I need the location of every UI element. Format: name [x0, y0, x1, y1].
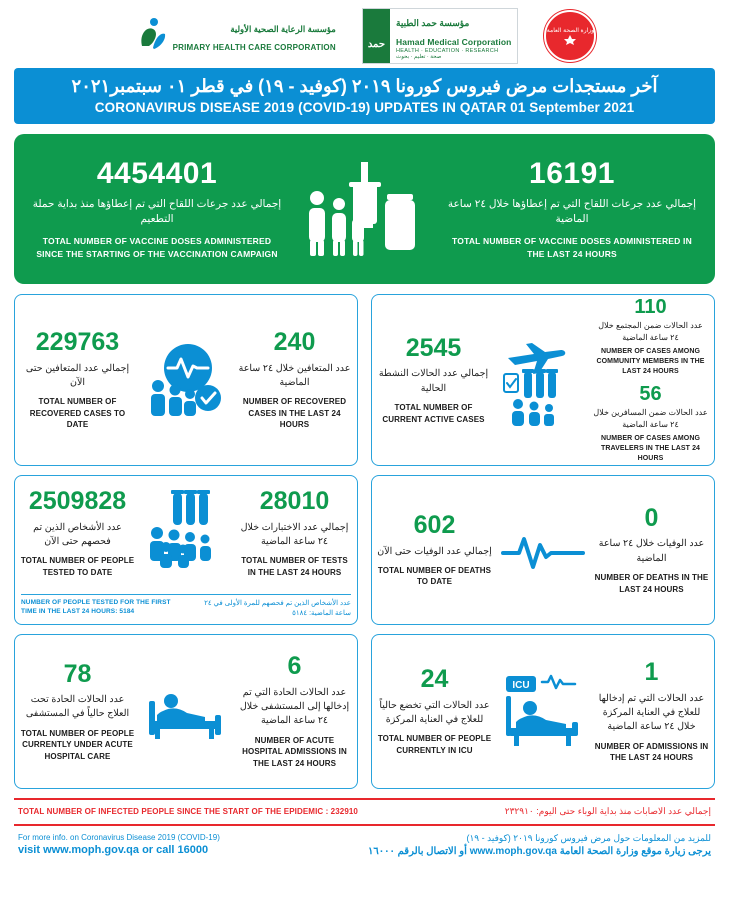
icu-24h-value: 1 — [644, 658, 659, 687]
deaths-24h-en: NUMBER OF DEATHS IN THE LAST 24 HOURS — [594, 572, 709, 594]
hmc-badge — [363, 9, 390, 64]
hmc-tagline-en: HEALTH · EDUCATION · RESEARCH — [396, 48, 499, 55]
active-total-en: TOTAL NUMBER OF CURRENT ACTIVE CASES — [382, 402, 485, 424]
recovered-total-en: TOTAL NUMBER OF RECOVERED CASES TO DATE — [29, 397, 126, 430]
hmc-tagline-ar: صحة · تعليم · بحوث — [396, 54, 442, 61]
recovered-24h-value: 240 — [273, 328, 316, 357]
recovered-icon — [140, 340, 232, 420]
deaths-total-block — [372, 506, 497, 594]
tested-total-value: 2509828 — [28, 487, 127, 515]
community-24h-en: NUMBER OF CASES AMONG COMMUNITY MEMBERS IN THE LAST 24 HOURS — [596, 347, 705, 375]
icu-current-ar: عدد الحالات التي تخضع حالياً للعلاج في العناية المركزة — [379, 699, 490, 726]
deaths-24h-value: 0 — [644, 503, 659, 532]
first-time-tested-en: NUMBER OF PEOPLE TESTED FOR THE FIRST TIME IN THE LAST 24 HOURS: 5184 — [21, 599, 171, 616]
hmc-logo-text — [390, 9, 517, 64]
acute-24h-value: 6 — [287, 652, 302, 681]
community-24h-ar: عدد الحالات ضمن المجتمع خلال ٢٤ ساعة الماضية — [598, 320, 703, 342]
card-icu — [371, 634, 715, 789]
vaccine-24h-ar: إجمالي عدد جرعات اللقاح التي تم إعطاؤها خلال ٢٤ ساعة الماضية — [447, 198, 697, 226]
title-english: CORONAVIRUS DISEASE 2019 (COVID-19) UPDATES IN QATAR 01 September 2021 — [94, 100, 635, 115]
acute-current-ar: عدد الحالات الحادة تحت العلاج حالياً في المستشفى — [25, 694, 130, 720]
first-time-tested-ar: عدد الأشخاص الذين تم فحصهم للمرة الأولى في ٢٤ ساعة الماضية: ٥١٨٤ — [204, 600, 351, 618]
moph-emblem-icon — [561, 34, 579, 46]
vaccine-24h-block — [447, 157, 697, 261]
icu-bed-icon — [497, 672, 589, 752]
icu-24h-en: NUMBER OF ADMISSIONS IN THE LAST 24 HOURS — [594, 741, 709, 763]
community-24h-block — [593, 293, 708, 380]
contact-ar-line2[interactable]: يرجى زيارة موقع وزارة الصحة العامة www.moph.gov.qa أو الاتصال بالرقم ١٦٠٠٠ — [368, 845, 711, 857]
acute-current-block — [15, 655, 140, 769]
travelers-24h-value: 56 — [639, 383, 662, 405]
travelers-24h-ar: عدد الحالات ضمن المسافرين خلال ٢٤ ساعة الماضية — [593, 408, 708, 429]
icu-24h-ar: عدد الحالات التي تم إدخالها للعلاج في العناية المركزة خلال ٢٤ ساعة الماضية — [598, 692, 705, 733]
travelers-24h-block — [593, 380, 708, 467]
active-total-ar: إجمالي عدد الحالات النشطة الحالية — [378, 368, 489, 394]
deaths-24h-ar: عدد الوفيات خلال ٢٤ ساعة الماضية — [598, 538, 705, 564]
phcc-icon — [133, 16, 167, 57]
card-testing — [14, 475, 358, 625]
acute-current-en: TOTAL NUMBER OF PEOPLE CURRENTLY UNDER ACUTE HOSPITAL CARE — [20, 728, 135, 761]
recovered-24h-ar: عدد المتعافين خلال ٢٤ ساعة الماضية — [238, 362, 351, 388]
recovered-total-ar: إجمالي عدد المتعافين حتى الآن — [25, 362, 130, 388]
title-arabic: آخر مستجدات مرض فيروس كورونا ٢٠١٩ (كوفيد - ١٩) في قطر ٠١ سبتمبر٢٠٢١ — [71, 76, 658, 96]
vaccine-24h-en: TOTAL NUMBER OF VACCINE DOSES ADMINISTERED IN THE LAST 24 HOURS — [452, 236, 692, 260]
title-bar — [14, 68, 715, 124]
contact-footer — [14, 826, 715, 857]
svg-text:ICU: ICU — [512, 679, 530, 691]
travelers-24h-en: NUMBER OF CASES AMONG TRAVELERS IN THE LAST 24 HOURS — [600, 435, 701, 463]
recovered-total-block — [15, 323, 140, 437]
active-cases-icon — [495, 332, 587, 428]
contact-en-line1: For more info. on Coronavirus Disease 2019 (COVID-19) — [18, 832, 220, 842]
hmc-name-ar: مؤسسة حمد الطبية — [396, 17, 470, 28]
acute-24h-block — [232, 647, 357, 775]
vaccination-icon — [290, 154, 440, 264]
hmc-crescent-icon — [368, 23, 384, 39]
moph-seal-ar: وزارة الصحة العامة — [546, 27, 595, 34]
tests-24h-en: TOTAL NUMBER OF TESTS IN THE LAST 24 HOURS — [241, 556, 348, 577]
active-total-block — [372, 329, 495, 431]
phcc-logo-text — [173, 18, 336, 53]
tests-24h-ar: إجمالي عدد الاختبارات خلال ٢٤ ساعة الماضية — [240, 521, 349, 547]
contact-en-line2[interactable]: visit www.moph.gov.qa or call 16000 — [18, 843, 209, 856]
recovered-24h-en: NUMBER OF RECOVERED CASES IN THE LAST 24 HOURS — [242, 397, 347, 430]
hmc-logo — [362, 8, 519, 65]
hmc-badge-label: حمد — [367, 38, 386, 50]
phcc-logo — [133, 16, 336, 57]
community-24h-value: 110 — [634, 295, 667, 318]
card-deaths — [371, 475, 715, 625]
tested-total-ar: عدد الأشخاص الذين تم فحصهم حتى الآن — [33, 521, 122, 547]
tested-total-block — [15, 482, 140, 584]
card-recovered — [14, 294, 358, 466]
vaccine-total-block — [32, 157, 282, 261]
phcc-name-en: PRIMARY HEALTH CARE CORPORATION — [172, 43, 336, 53]
contact-ar-line1: للمزيد من المعلومات حول مرض فيروس كورونا ٢٠١٩ (كوفيد - ١٩) — [466, 832, 711, 843]
testing-icon — [140, 482, 232, 578]
heartbeat-icon — [497, 527, 589, 573]
epidemic-total-bar — [14, 798, 715, 826]
card-acute-care — [14, 634, 358, 789]
first-time-tested-note — [21, 594, 351, 619]
deaths-total-value: 602 — [413, 511, 456, 540]
icu-current-value: 24 — [420, 665, 449, 694]
icu-current-en: TOTAL NUMBER OF PEOPLE CURRENTLY IN ICU — [377, 734, 492, 755]
deaths-total-en: TOTAL NUMBER OF DEATHS TO DATE — [377, 565, 492, 587]
recovered-total-value: 229763 — [35, 328, 120, 357]
vaccine-24h-value: 16191 — [529, 157, 615, 191]
active-total-value: 2545 — [405, 333, 462, 362]
contact-ar — [368, 833, 711, 857]
deaths-total-ar: إجمالي عدد الوفيات حتى الآن — [377, 545, 492, 557]
vaccine-total-en: TOTAL NUMBER OF VACCINE DOSES ADMINISTERED SINCE THE STARTING OF THE VACCINATION CAMPAIGN — [36, 236, 278, 260]
acute-24h-ar: عدد الحالات الحادة التي تم إدخالها إلى المستشفى خلال ٢٤ ساعة الماضية — [239, 686, 350, 727]
epidemic-total-ar: إجمالي عدد الاصابات منذ بداية الوباء حتى اليوم: ٢٣٢٩١٠ — [504, 806, 711, 816]
deaths-24h-block — [589, 499, 714, 601]
vaccine-total-ar: إجمالي عدد جرعات اللقاح التي تم إعطاؤها منذ بداية حملة التطعيم — [32, 198, 282, 226]
epidemic-total-en: TOTAL NUMBER OF INFECTED PEOPLE SINCE THE START OF THE EPIDEMIC : 232910 — [18, 806, 358, 816]
moph-seal — [544, 10, 596, 62]
vaccine-panel — [14, 134, 715, 284]
hospital-bed-icon — [140, 681, 232, 743]
tests-24h-block — [232, 482, 357, 584]
phcc-name-ar: مؤسسة الرعاية الصحية الأولية — [230, 24, 336, 35]
recovered-24h-block — [232, 323, 357, 437]
card-active-cases — [371, 294, 715, 466]
tests-24h-value: 28010 — [259, 487, 330, 515]
icu-current-block — [372, 660, 497, 762]
vaccine-total-value: 4454401 — [96, 157, 218, 191]
hmc-name-en: Hamad Medical Corporation — [396, 37, 512, 48]
icu-24h-block — [589, 653, 714, 769]
acute-current-value: 78 — [63, 659, 92, 688]
tested-total-en: TOTAL NUMBER OF PEOPLE TESTED TO DATE — [20, 556, 135, 577]
contact-en — [18, 833, 220, 857]
active-breakdown — [587, 289, 714, 472]
acute-24h-en: NUMBER OF ACUTE HOSPITAL ADMISSIONS IN THE LAST 24 HOURS — [242, 735, 347, 768]
logo-row — [14, 0, 715, 64]
stats-grid — [14, 294, 715, 789]
